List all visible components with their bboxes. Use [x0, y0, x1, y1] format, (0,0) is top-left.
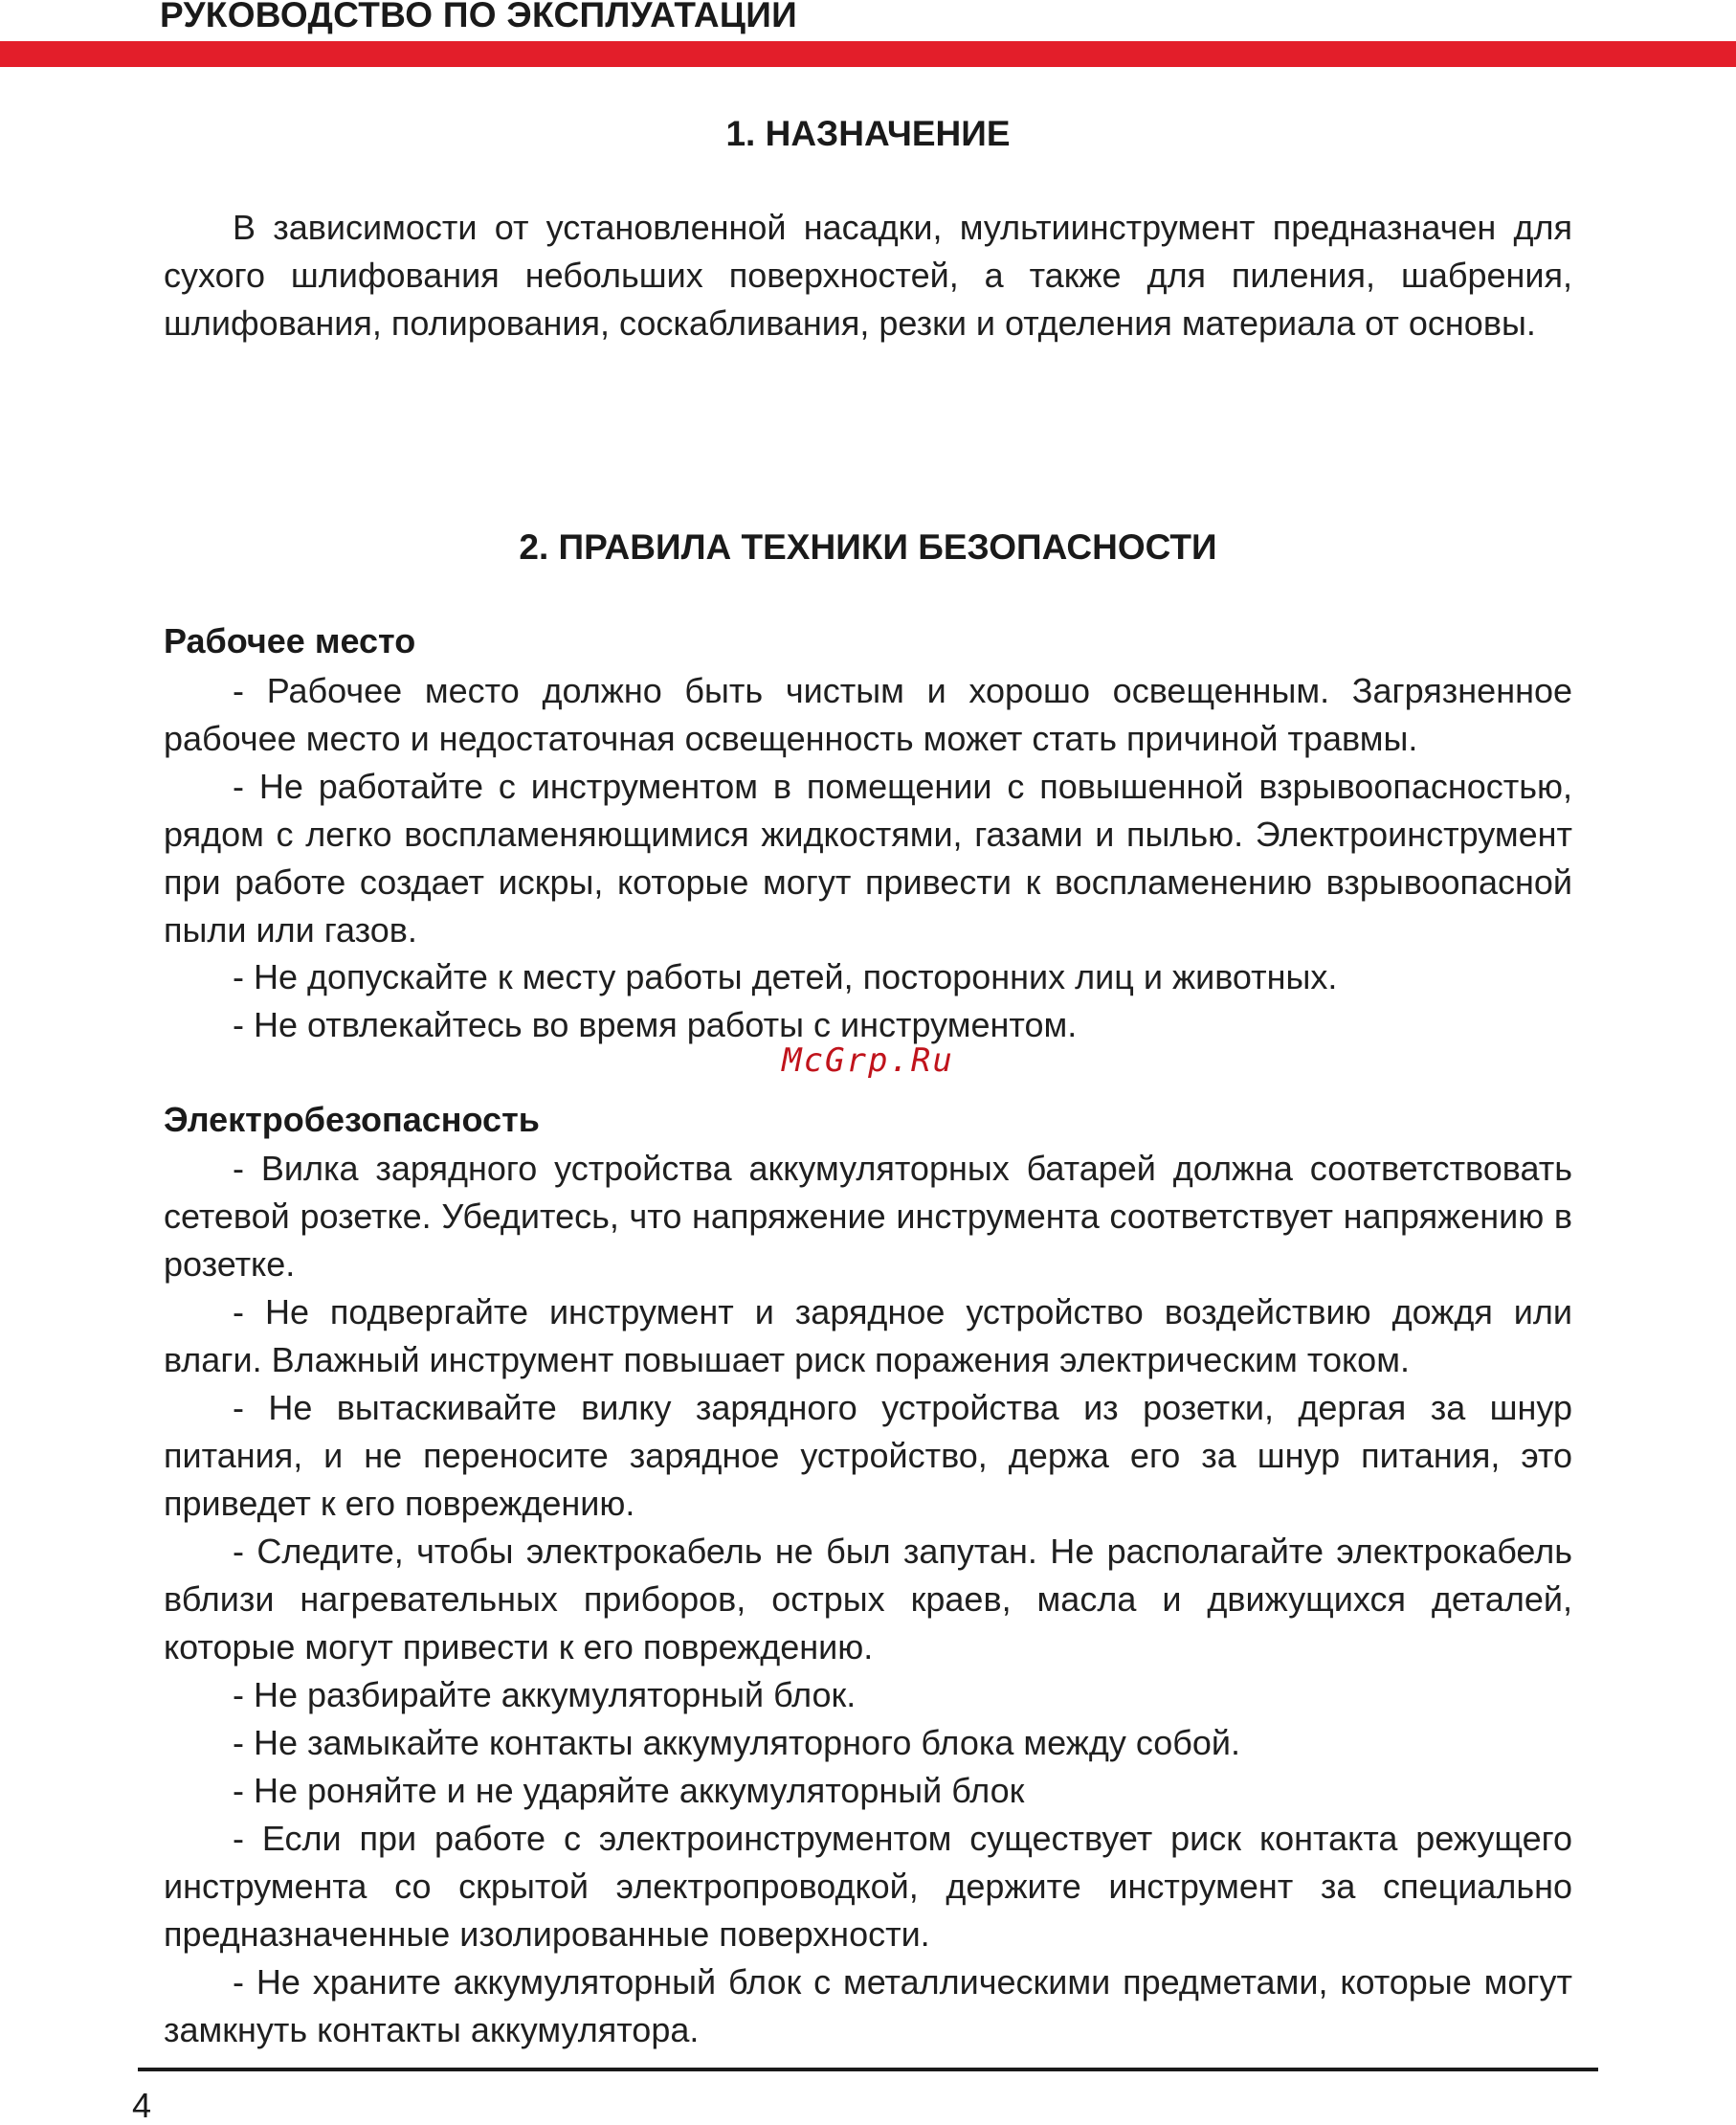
workplace-item-4: - Не отвлекайтесь во время работы с инструментом.	[233, 1005, 1078, 1044]
electrical-item-3: - Не вытаскивайте вилку зарядного устройства из розетки, дергая за шнур питания, и не переносите зарядное устройство, держа его за шнур питания, это приведет к его повреждению.	[164, 1388, 1572, 1523]
electrical-item-5: - Не разбирайте аккумуляторный блок.	[233, 1675, 857, 1714]
electrical-item-7: - Не роняйте и не ударяйте аккумуляторный блок	[233, 1771, 1025, 1810]
workplace-heading: Рабочее место	[164, 621, 416, 660]
page-header-title: РУКОВОДСТВО ПО ЭКСПЛУАТАЦИИ	[160, 0, 798, 34]
electrical-heading: Электробезопасность	[164, 1100, 540, 1139]
watermark: McGrp.Ru	[782, 1041, 954, 1080]
electrical-item-6: - Не замыкайте контакты аккумуляторного блока между собой.	[233, 1723, 1241, 1762]
workplace-item-2: - Не работайте с инструментом в помещении с повышенной взрывоопасностью, рядом с легко воспламеняющимися жидкостями, газами и пылью. Электроинструмент при работе создает искры, которые могут привести к воспламенению взрывоопасной пыли или газов.	[164, 767, 1572, 950]
workplace-item-3: - Не допускайте к месту работы детей, посторонних лиц и животных.	[233, 957, 1338, 996]
electrical-item-2: - Не подвергайте инструмент и зарядное устройство воздействию дождя или влаги. Влажный инструмент повышает риск поражения электрическим током.	[164, 1292, 1572, 1379]
page-number: 4	[132, 2086, 152, 2125]
page-content	[164, 0, 1572, 2058]
electrical-item-1: - Вилка зарядного устройства аккумуляторных батарей должна соответствовать сетевой розетке. Убедитесь, что напряжение инструмента соответствует напряжению в розетке.	[164, 1149, 1572, 1284]
electrical-item-8: - Если при работе с электроинструментом существует риск контакта режущего инструмента со скрытой электропроводкой, держите инструмент за специально предназначенные изолированные поверхности.	[164, 1819, 1572, 1954]
section-1-paragraph: В зависимости от установленной насадки, мультиинструмент предназначен для сухого шлифования небольших поверхностей, а также для пиления, шабрения, шлифования, полирования, соскабливания, резки и отделения материала от основы.	[164, 208, 1572, 343]
section-2-title: 2. ПРАВИЛА ТЕХНИКИ БЕЗОПАСНОСТИ	[519, 527, 1217, 567]
electrical-item-9: - Не храните аккумуляторный блок с металлическими предметами, которые могут замкнуть контакты аккумулятора.	[164, 1962, 1572, 2049]
section-1-title: 1. НАЗНАЧЕНИЕ	[725, 114, 1011, 153]
footer-divider	[138, 2068, 1598, 2071]
workplace-item-1: - Рабочее место должно быть чистым и хорошо освещенным. Загрязненное рабочее место и недостаточная освещенность может стать причиной травмы.	[164, 671, 1572, 758]
electrical-item-4: - Следите, чтобы электрокабель не был запутан. Не располагайте электрокабель вблизи нагревательных приборов, острых краев, масла и движущихся деталей, которые могут привести к его повреждению.	[164, 1532, 1572, 1666]
